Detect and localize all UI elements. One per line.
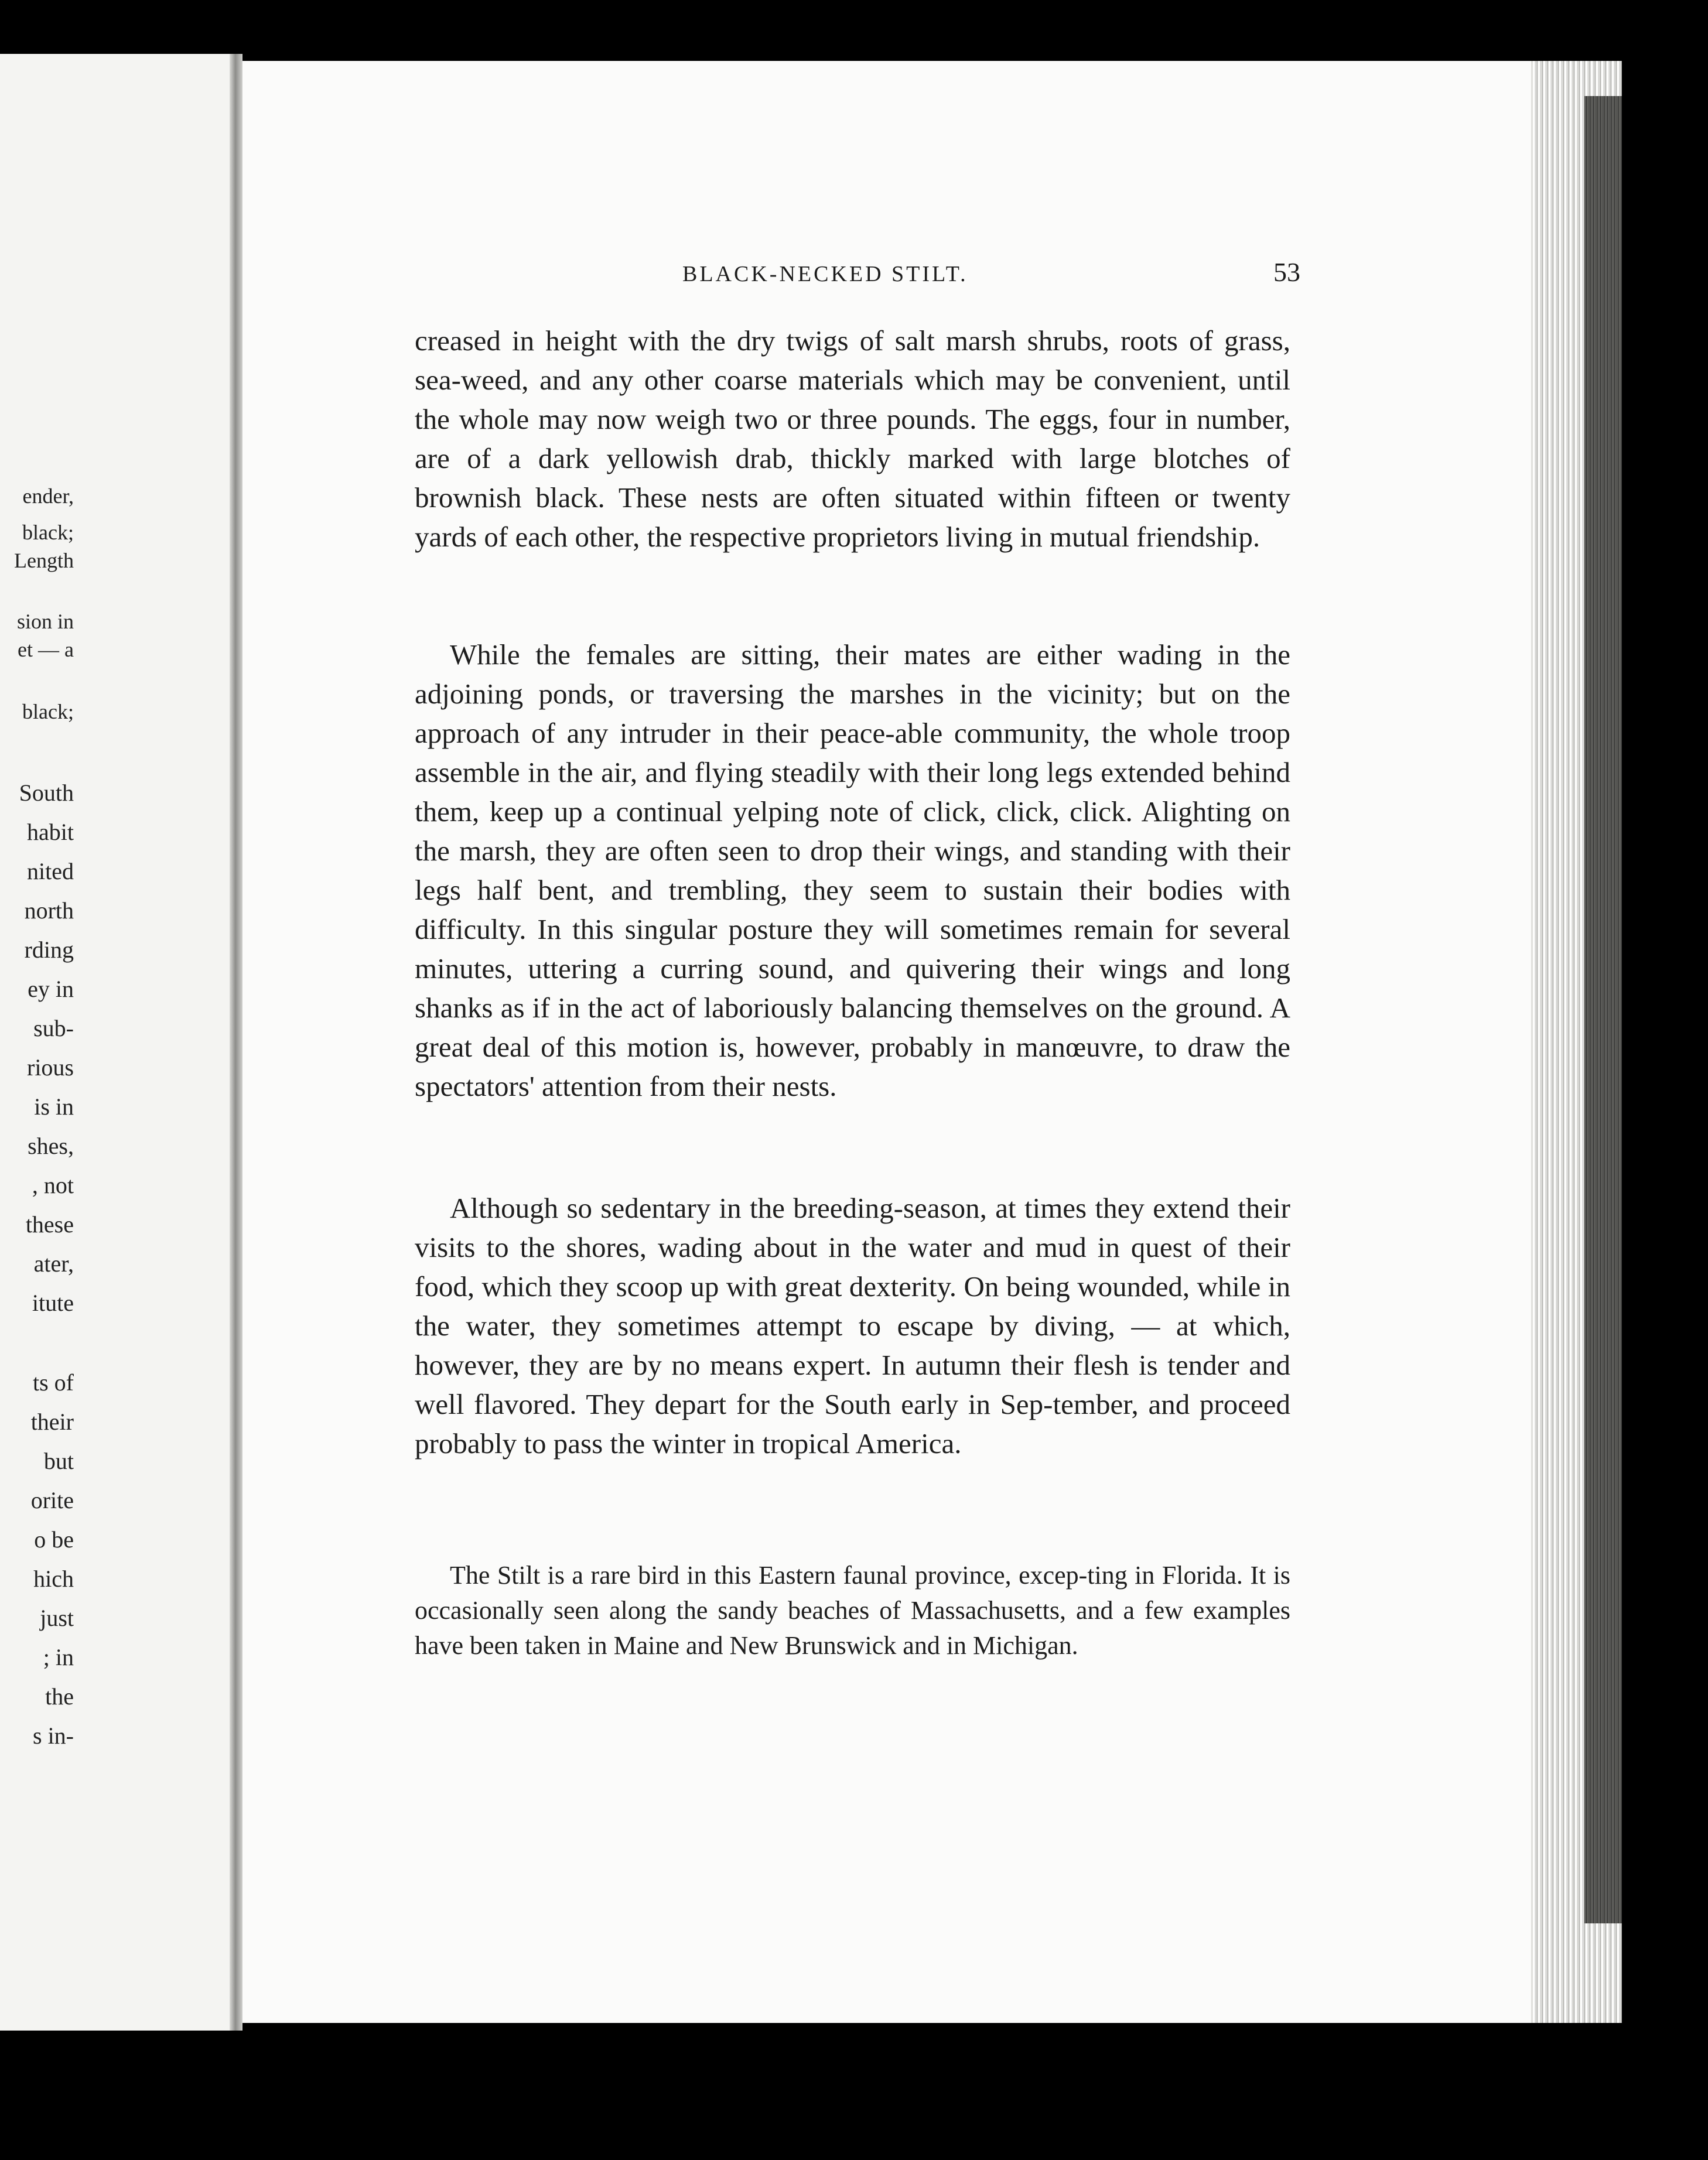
body-paragraph: While the females are sitting, their mates are either wading in the adjoining ponds, or traversing the marshes in the vicinity; but on the approach of any intruder in their peace-able community, the whole troop assemble in the air, and flying steadily with their long legs extended behind them, keep up a continual yelping note of click, click, click. Alighting on the marsh, they are often seen to drop their wings, and standing with their legs half bent, and trembling, they seem to sustain their bodies with difficulty. In this singular posture they will sometimes remain for several minutes, uttering a curring sound, and quivering their wings and long shanks as if in the act of laboriously balancing themselves on the ground. A great deal of this motion is, however, probably in manœuvre, to draw the spectators' attention from their nests. (415, 638, 1290, 1102)
body-paragraph: Although so sedentary in the breeding-season, at times they extend their visits to the shores, wading about in the water and mud in quest of their food, which they scoop up with great dexterity. On being wounded, while in the water, they sometimes attempt to escape by diving, — at which, however, they are by no means expert. In autumn their flesh is tender and well flavored. They depart for the South early in Sep-tember, and proceed probably to pass the winter in tropical America. (415, 1192, 1290, 1460)
left-fragment: nited (27, 858, 74, 884)
left-fragment: o be (34, 1526, 74, 1553)
page-edges (1531, 61, 1622, 2023)
left-fragment: their (30, 1409, 74, 1435)
left-fragment: rious (27, 1054, 74, 1081)
left-fragment: Length (14, 549, 74, 572)
left-fragment: just (40, 1605, 74, 1631)
left-fragment: these (25, 1211, 74, 1238)
left-fragment: but (43, 1448, 74, 1474)
left-fragment: ts of (33, 1369, 74, 1396)
running-head: BLACK-NECKED STILT. (682, 262, 968, 286)
left-fragment: shes, (28, 1133, 74, 1159)
left-fragment: ater, (33, 1250, 74, 1277)
left-fragment: rding (24, 937, 74, 963)
left-fragment: north (24, 897, 74, 924)
left-fragment: itute (32, 1290, 74, 1316)
left-fragment: black; (22, 521, 74, 544)
left-fragment: sion in (16, 610, 74, 633)
left-fragment: ; in (43, 1644, 74, 1670)
book-gutter (230, 54, 242, 2031)
left-fragment: , not (32, 1172, 74, 1198)
left-fragment: black; (22, 700, 74, 723)
left-fragment: hich (33, 1566, 74, 1592)
left-fragment: ender, (22, 484, 74, 508)
left-fragment: sub- (33, 1015, 74, 1041)
left-fragment: et — a (18, 638, 74, 661)
left-fragment: is in (34, 1093, 74, 1120)
page-number: 53 (1273, 257, 1300, 287)
left-fragment: orite (30, 1487, 74, 1513)
footnote-paragraph: The Stilt is a rare bird in this Eastern faunal province, excep-ting in Florida. It is occasionally seen along the sandy beaches of Massachusetts, and a few examples have been taken in Maine and New Brunswick and in Michigan. (415, 1561, 1290, 1660)
left-fragment: the (45, 1683, 74, 1710)
body-paragraph: creased in height with the dry twigs of salt marsh shrubs, roots of grass, sea-weed, and any other coarse materials which may be convenient, until the whole may now weigh two or three pounds. The eggs, four in number, are of a dark yellowish drab, thickly marked with large blotches of brownish black. These nests are often situated within fifteen or twenty yards of each other, the respective proprietors living in mutual friendship. (415, 324, 1290, 553)
left-fragment: South (19, 780, 74, 806)
left-fragment: ey in (28, 976, 74, 1002)
left-fragment: s in- (33, 1722, 74, 1749)
left-fragment: habit (27, 819, 74, 845)
